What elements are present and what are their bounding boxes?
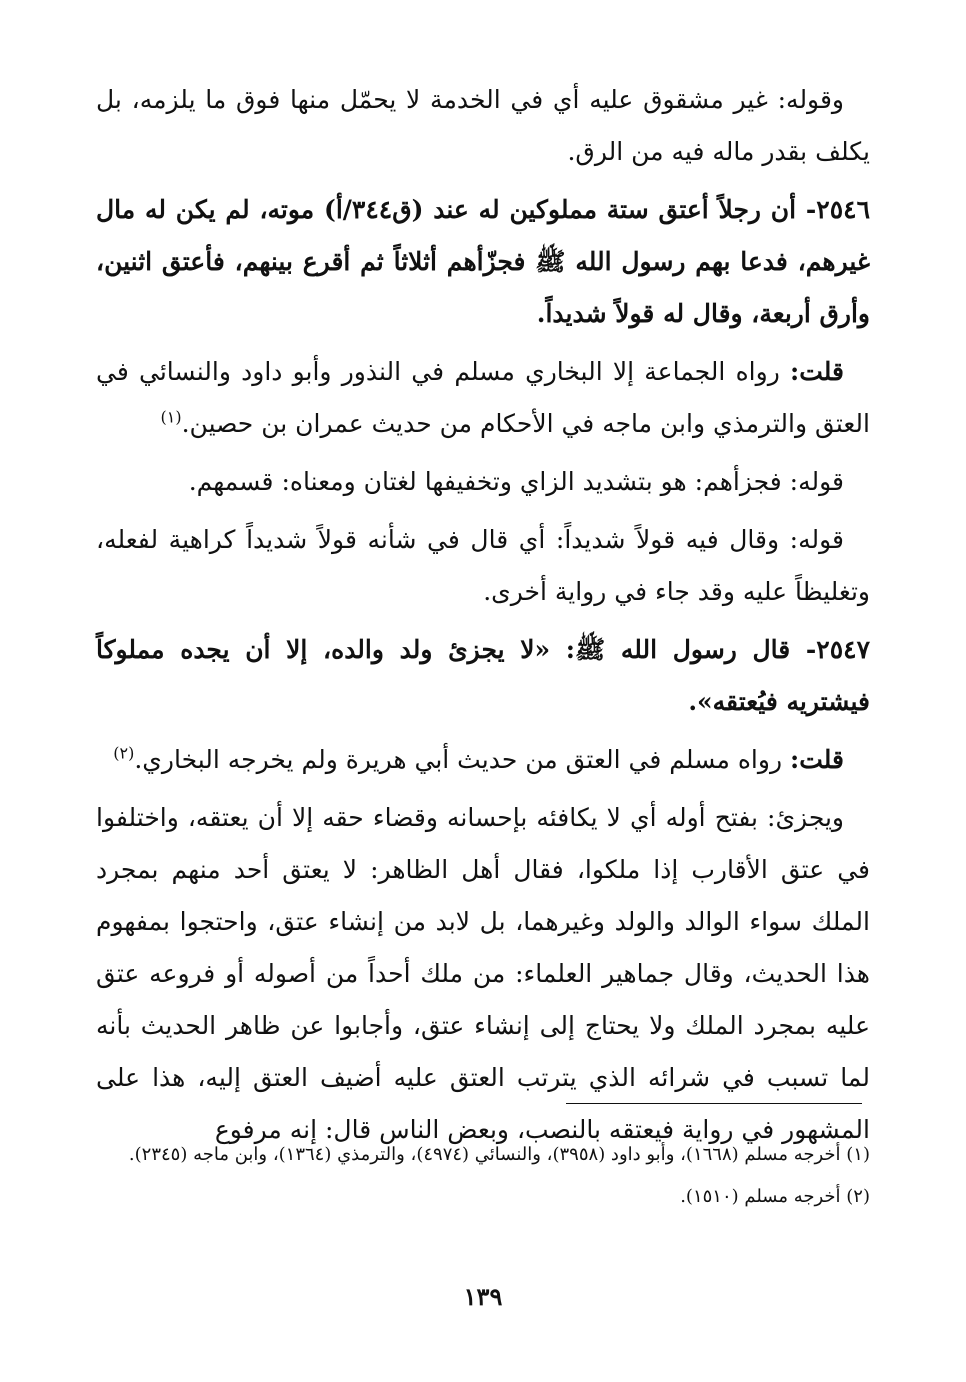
paragraph-text: وقوله: غير مشقوق عليه أي في الخدمة لا يحمّل منها فوق ما يلزمه، بل يكلف بقدر ماله فيه من الرق. bbox=[96, 85, 870, 166]
footnote-marker: (٢) bbox=[113, 743, 135, 763]
paragraph-text: رواه مسلم في العتق من حديث أبي هريرة ولم يخرجه البخاري. bbox=[134, 745, 790, 774]
paragraph-commentary-1 bbox=[96, 74, 870, 178]
paragraph-text: رواه الجماعة إلا البخاري مسلم في النذور وأبو داود والنسائي في العتق والترمذي وابن ماجه في الأحكام من حديث عمران بن حصين. bbox=[96, 357, 870, 438]
hadith-2546 bbox=[96, 184, 870, 340]
hadith-number: ٢٥٤٦- bbox=[805, 195, 871, 224]
page-number: ١٣٩ bbox=[463, 1282, 503, 1311]
paragraph-qultu-1 bbox=[96, 346, 870, 450]
footnote-2: (٢) أخرجه مسلم (١٥١٠). bbox=[680, 1186, 870, 1207]
paragraph-text: ويجزئ: بفتح أوله أي لا يكافئه بإحسانه وقضاء حقه إلا أن يعتقه، واختلفوا في عتق الأقارب إذا ملكوا، فقال أهل الظاهر: لا يعتق أحد منهم بمجرد الملك سواء الوالد والولد وغيرهما، بل لابد من إنشاء عتق، واحتجوا بمفهوم هذا الحديث، وقال جماهير العلماء: من ملك أحداً من أصوله أو فروعه عتق عليه بمجرد الملك ولا يحتاج إلى إنشاء عتق، وأجابوا عن ظاهر الحديث بأنه لما تسبب في شرائه الذي يترتب العتق عليه أضيف العتق إليه، هذا على المشهور في رواية فيعتقه بالنصب، وبعض الناس قال: إنه مرفوع bbox=[96, 803, 870, 1144]
paragraph-commentary-3 bbox=[96, 514, 870, 618]
qultu-lead: قلت: bbox=[789, 745, 844, 774]
footnotes bbox=[96, 1138, 870, 1222]
hadith-text: قال رسول الله ﷺ: «لا يجزئ ولد والده، إلا أن يجده مملوكاً فيشتريه فيُعتقه». bbox=[96, 635, 870, 716]
footnote-divider bbox=[566, 1103, 862, 1104]
paragraph-commentary-4 bbox=[96, 792, 870, 1156]
hadith-text: أن رجلاً أعتق ستة مملوكين له عند (ق٣٤٤/أ) موته، لم يكن له مال غيرهم، فدعا بهم رسول الله ﷺ فجزّأهم أثلاثاً ثم أقرع بينهم، فأعتق اثنين، وأرق أربعة، وقال له قولاً شديداً. bbox=[96, 195, 870, 328]
body-text bbox=[96, 74, 870, 1162]
footnote-1: (١) أخرجه مسلم (١٦٦٨)، وأبو داود (٣٩٥٨)، والنسائي (٤٩٧٤)، والترمذي (١٣٦٤)، وابن ماجه (٢٣٤٥). bbox=[128, 1144, 870, 1165]
paragraph-text: قوله: وقال فيه قولاً شديداً: أي قال في شأنه قولاً شديداً كراهية لفعله، وتغليظاً عليه وقد جاء في رواية أخرى. bbox=[96, 525, 870, 606]
hadith-number: ٢٥٤٧- bbox=[805, 635, 870, 664]
paragraph-qultu-2 bbox=[96, 734, 870, 786]
footnote-marker: (١) bbox=[160, 407, 182, 427]
paragraph-commentary-2 bbox=[96, 456, 870, 508]
hadith-2547 bbox=[96, 624, 870, 728]
paragraph-text: قوله: فجزأهم: هو بتشديد الزاي وتخفيفها لغتان ومعناه: قسمهم. bbox=[188, 467, 844, 496]
qultu-lead: قلت: bbox=[789, 357, 844, 386]
